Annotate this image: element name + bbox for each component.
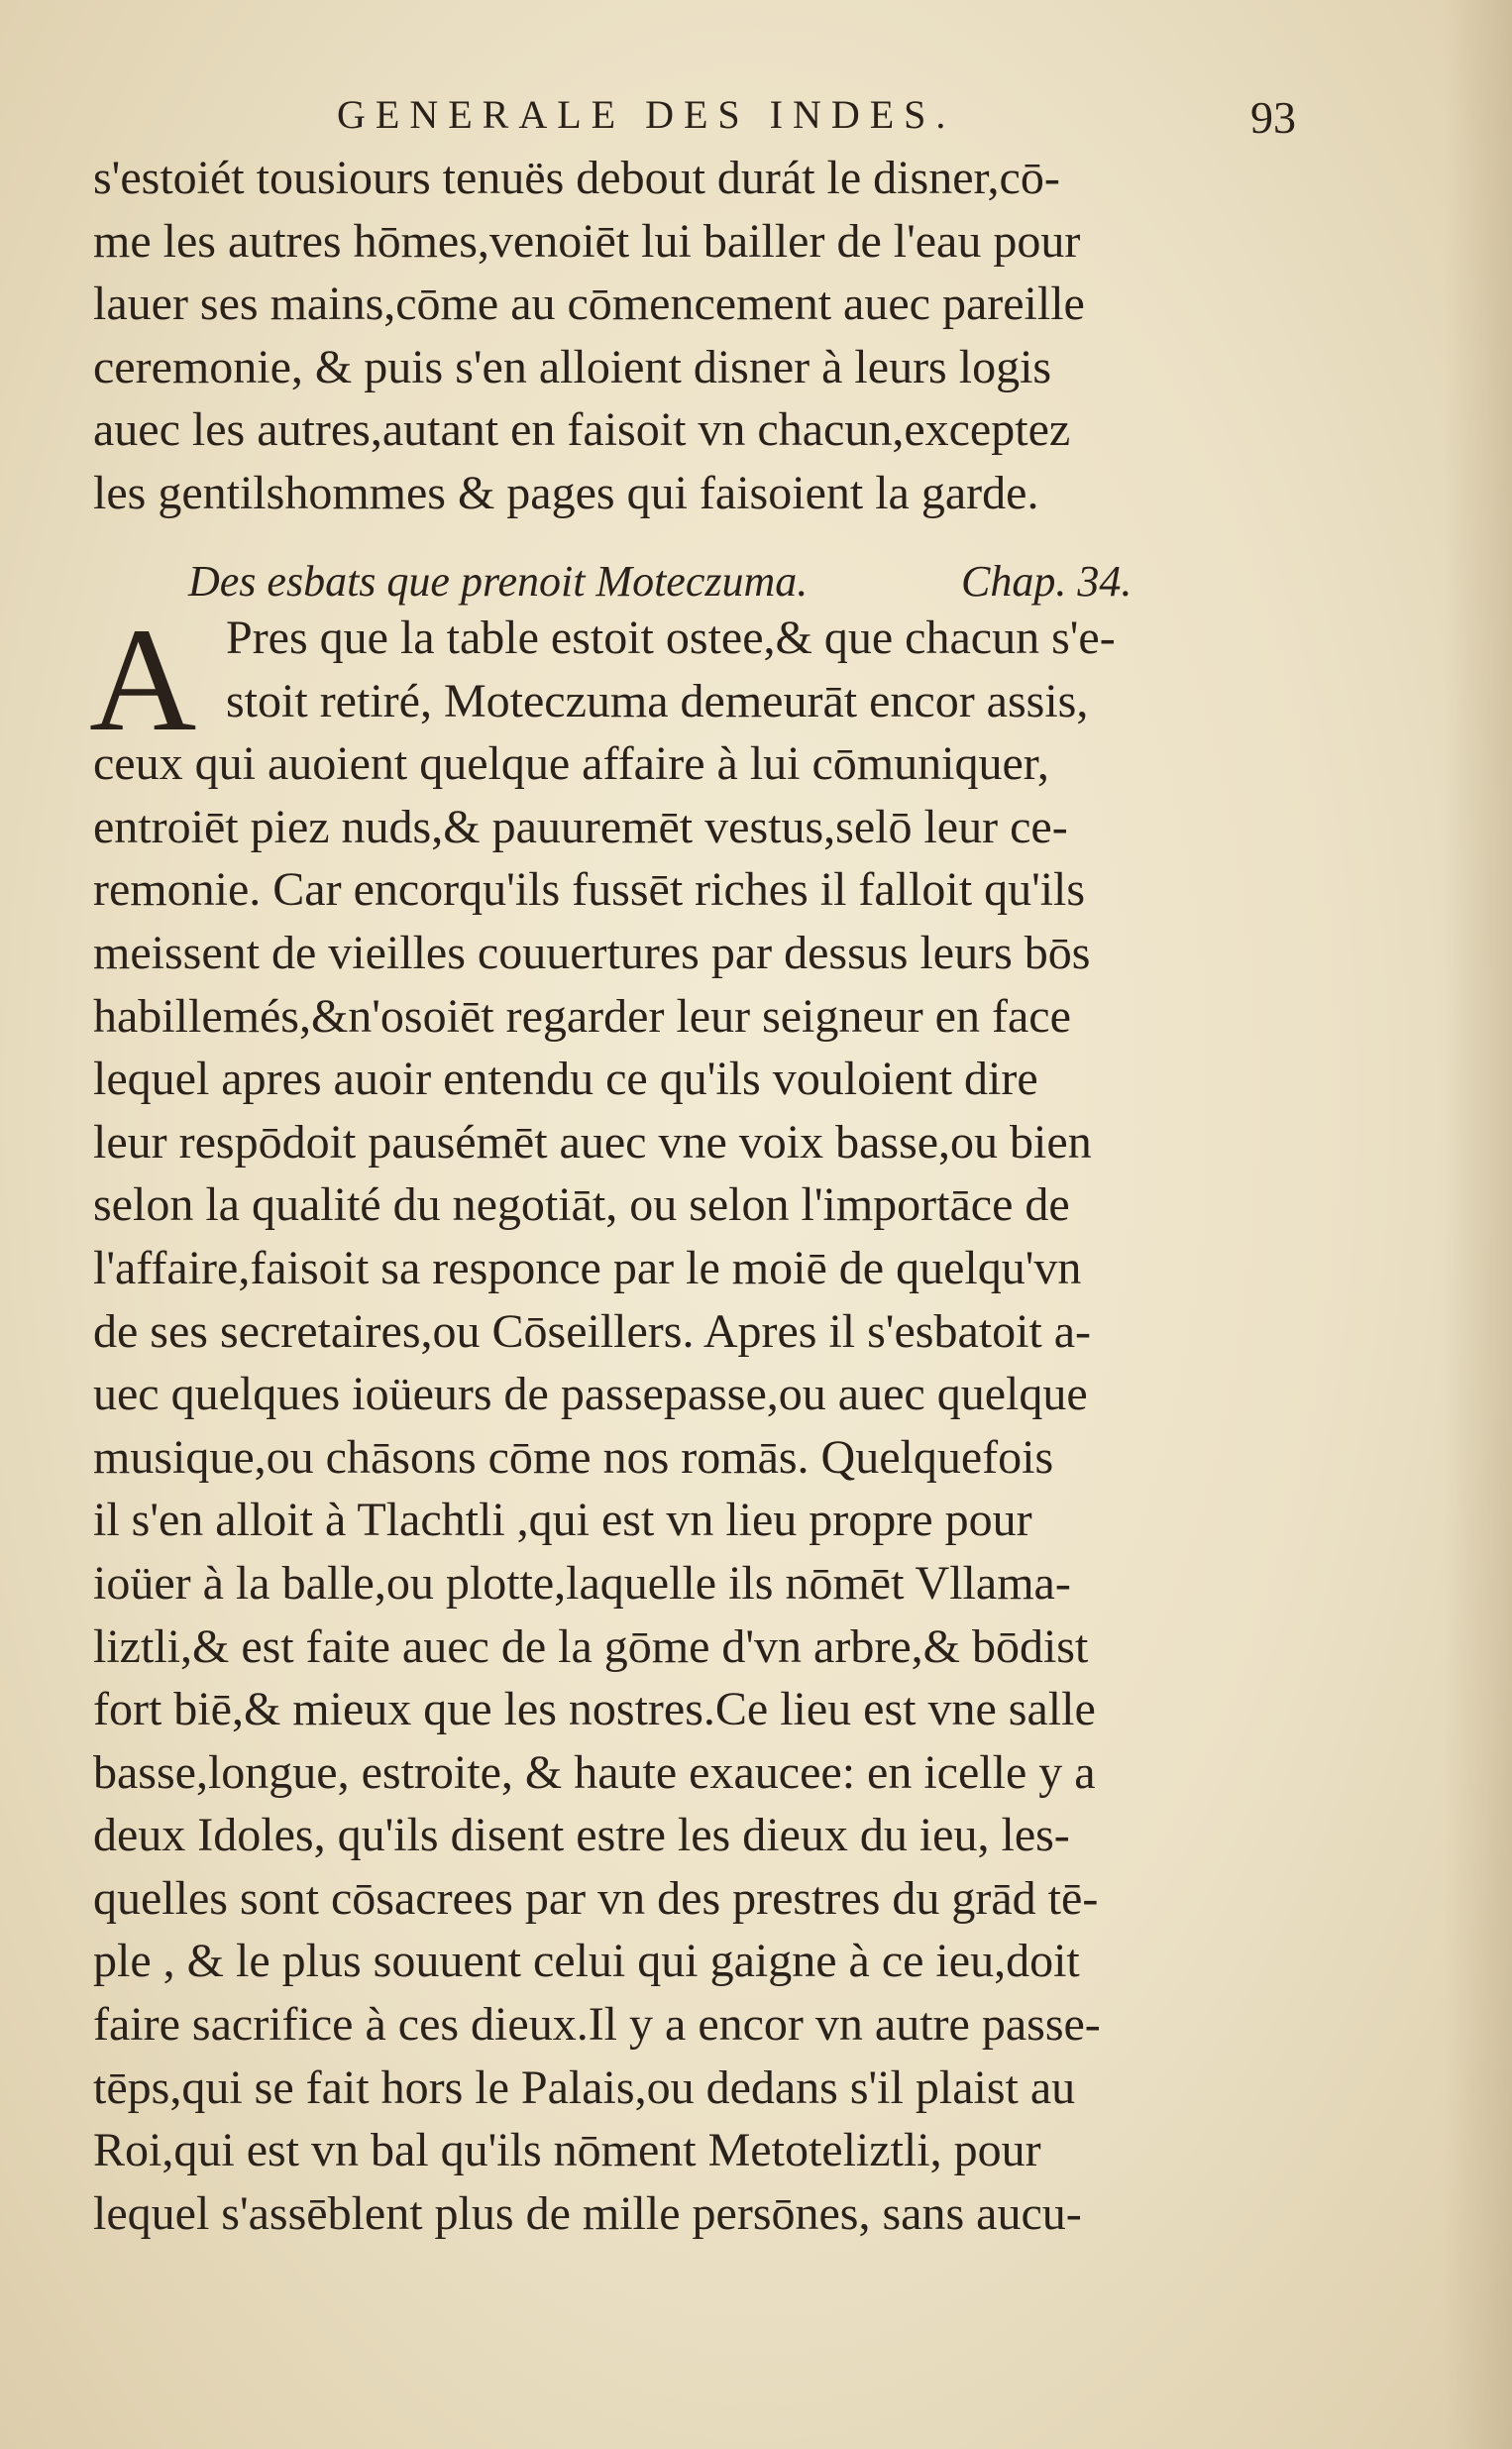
text-line: habillemés,&n'osoiēt regarder leur seigneur en face xyxy=(93,989,1071,1043)
text-line: remonie. Car encorqu'ils fussēt riches il falloit qu'ils xyxy=(93,863,1086,917)
text-line: ceremonie, & puis s'en alloient disner à leurs logis xyxy=(93,340,1052,393)
text-line: leur respōdoit pausémēt auec vne voix basse,ou bien xyxy=(93,1115,1092,1169)
text-line: Pres que la table estoit ostee,& que chacun s'e- xyxy=(226,612,1116,664)
text-line: ple , & le plus souuent celui qui gaigne à ce ieu,doit xyxy=(93,1935,1080,1988)
text-line: basse,longue, estroite, & haute exaucee: en icelle y a xyxy=(93,1745,1096,1799)
text-line: fort biē,& mieux que les nostres.Ce lieu est vne salle xyxy=(93,1683,1096,1736)
text-line: lauer ses mains,cōme au cōmencement auec pareille xyxy=(93,278,1085,331)
page-header xyxy=(337,91,1328,151)
text-line: il s'en alloit à Tlachtli ,qui est vn lieu propre pour xyxy=(93,1494,1032,1547)
text-line: Roi,qui est vn bal qu'ils nōment Metoteliztli, pour xyxy=(93,2124,1041,2177)
text-line: meissent de vieilles couuertures par dessus leurs bōs xyxy=(93,926,1091,979)
text-line: stoit retiré, Moteczuma demeurāt encor assis, xyxy=(226,674,1089,727)
text-line: tēps,qui se fait hors le Palais,ou dedans s'il plaist au xyxy=(93,2060,1076,2114)
drop-cap: A xyxy=(89,598,197,762)
chapter-title: Des esbats que prenoit Moteczuma. xyxy=(188,557,809,606)
text-line: musique,ou chāsons cōme nos romās. Quelquefois xyxy=(93,1430,1054,1484)
text-line: me les autres hōmes,venoiēt lui bailler de l'eau pour xyxy=(93,214,1081,268)
text-line: deux Idoles, qu'ils disent estre les dieux du ieu, les- xyxy=(93,1809,1070,1862)
text-line: faire sacrifice à ces dieux.Il y a encor vn autre passe- xyxy=(93,1998,1101,2052)
text-line: selon la qualité du negotiāt, ou selon l'importāce de xyxy=(93,1178,1070,1232)
text-line: liztli,& est faite auec de la gōme d'vn arbre,& bōdist xyxy=(93,1619,1089,1673)
text-line: lequel s'assēblent plus de mille persōnes, sans aucu- xyxy=(93,2186,1082,2240)
chapter-heading xyxy=(188,549,1239,614)
text-line: les gentilshommes & pages qui faisoient la garde. xyxy=(93,466,1039,519)
chapter-number: Chap. 34. xyxy=(961,557,1133,606)
chapter-body xyxy=(89,598,1300,2245)
text-line: s'estoiét tousiours tenuës debout durát le disner,cō- xyxy=(93,152,1060,204)
running-head: GENERALE DES INDES. xyxy=(337,92,956,137)
text-line: entroiēt piez nuds,& pauuremēt vestus,selō leur ce- xyxy=(93,800,1068,853)
page-edge-shadow xyxy=(1443,0,1512,2449)
page-number: 93 xyxy=(1250,92,1296,143)
text-line: de ses secretaires,ou Cōseillers. Apres il s'esbatoit a- xyxy=(93,1304,1092,1358)
text-line: lequel apres auoir entendu ce qu'ils vouloient dire xyxy=(93,1053,1038,1106)
text-line: l'affaire,faisoit sa responce par le moiē de quelqu'vn xyxy=(93,1241,1082,1294)
paragraph-continued xyxy=(93,147,1300,525)
text-line: ceux qui auoient quelque affaire à lui cōmuniquer, xyxy=(93,737,1049,791)
text-line: ioüer à la balle,ou plotte,laquelle ils nōmēt Vllama- xyxy=(93,1556,1071,1610)
text-line: quelles sont cōsacrees par vn des prestres du grād tē- xyxy=(93,1871,1099,1925)
text-line: auec les autres,autant en faisoit vn chacun,exceptez xyxy=(93,403,1071,457)
text-line: uec quelques ioüeurs de passepasse,ou auec quelque xyxy=(93,1368,1088,1421)
